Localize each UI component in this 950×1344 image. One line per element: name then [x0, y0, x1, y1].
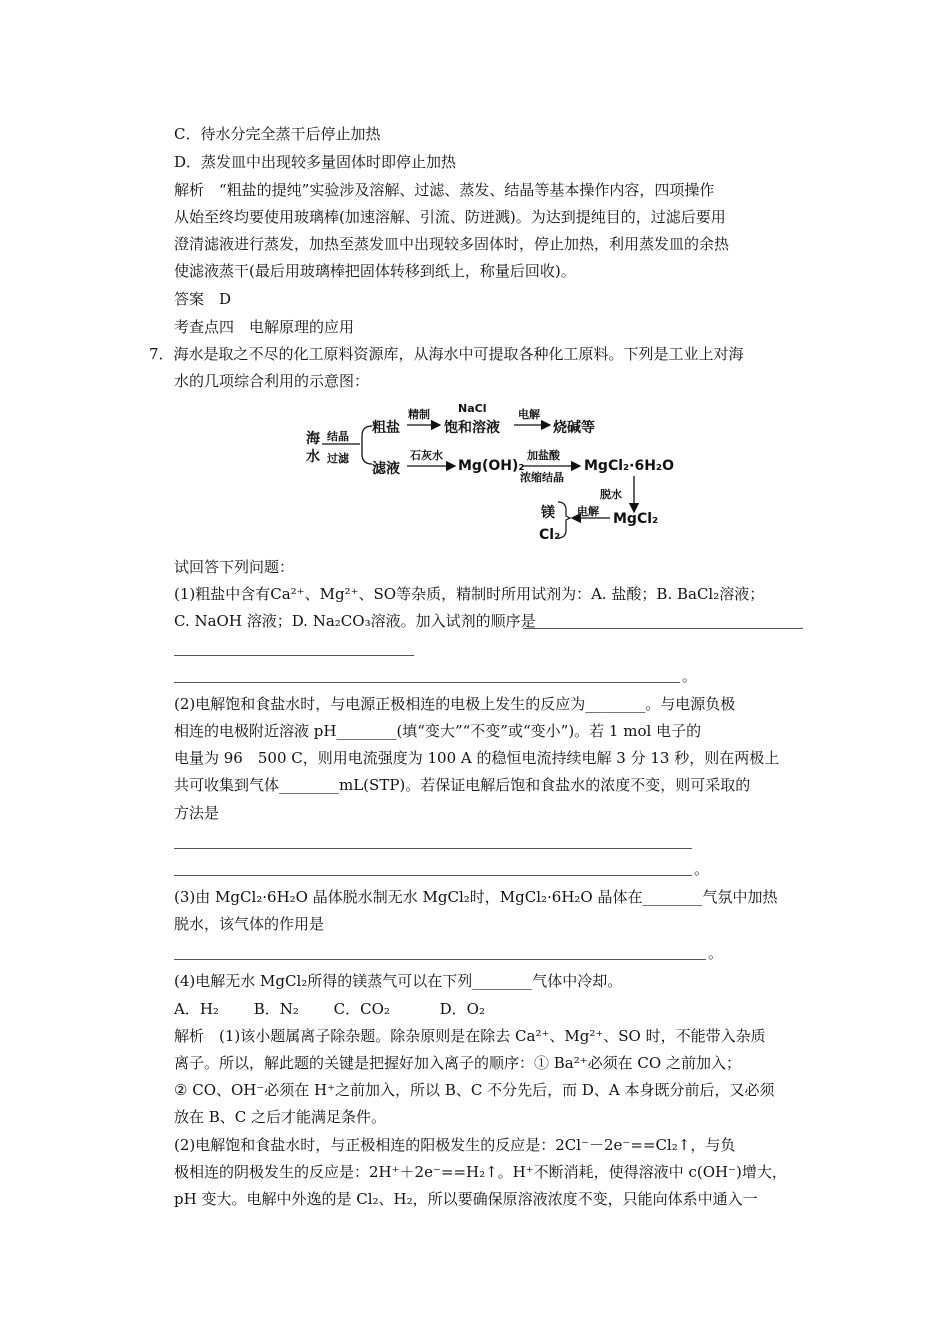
- question-part-2: 相连的电极附近溶液 pH________(填“变大”“不变”或“变小”)。若 1 mol 电子的: [174, 722, 702, 740]
- prompt-line: 试回答下列问题：: [174, 558, 295, 576]
- label-lime-water: 石灰水: [410, 449, 443, 462]
- label-saturated-solution: 饱和溶液: [444, 420, 500, 436]
- blank-end: 。: [708, 944, 724, 962]
- label-refine: 精制: [408, 408, 430, 421]
- brace: [362, 426, 372, 464]
- answer-blank[interactable]: [174, 655, 414, 656]
- analysis-line: 离子。所以，解此题的关键是把握好加入离子的顺序：① Ba²⁺必须在 CO 之前加入；: [174, 1054, 741, 1072]
- question-part-2: (2)电解饱和食盐水时，与电源正极相连的电极上发生的反应为________。与电源负极: [174, 695, 736, 713]
- label-crude-salt: 粗盐: [372, 420, 400, 436]
- question-part-3: 脱水，该气体的作用是: [174, 915, 325, 933]
- analysis-line: 使滤液蒸干(最后用玻璃棒把固体转移到纸上，称量后回收)。: [174, 262, 576, 280]
- label-filter: 过滤: [327, 452, 349, 465]
- blank-end: 。: [682, 667, 698, 685]
- question-part-1: C. NaOH 溶液；D. Na₂CO₃溶液。加入试剂的顺序是: [174, 612, 536, 630]
- label-magnesium: 镁: [541, 505, 555, 521]
- analysis-line: (2)电解饱和食盐水时，与正极相连的阳极发生的反应是：2Cl⁻－2e⁻==Cl₂↑，与负: [174, 1136, 736, 1154]
- analysis-line: 极相连的阴极发生的反应是：2H⁺＋2e⁻==H₂↑。H⁺不断消耗，使得溶液中 c(OH⁻)增大，: [174, 1163, 787, 1181]
- question-part-1: (1)粗盐中含有Ca²⁺、Mg²⁺、SO等杂质，精制时所用试剂为：A. 盐酸；B. BaCl₂溶液；: [174, 585, 765, 603]
- question-part-4-options: A．H₂ B．N₂ C．CO₂ D．O₂: [174, 1000, 485, 1018]
- answer-blank[interactable]: [523, 628, 803, 629]
- label-seawater: 海: [306, 431, 320, 447]
- question-part-2: 电量为 96 500 C，则用电流强度为 100 A 的稳恒电流持续电解 3 分 13 秒，则在两极上: [174, 749, 780, 767]
- question-part-2: 方法是: [174, 804, 220, 822]
- section-heading: 考查点四 电解原理的应用: [174, 318, 355, 336]
- label-seawater: 水: [306, 449, 320, 465]
- question-part-4: (4)电解无水 MgCl₂所得的镁蒸气可以在下列________气体中冷却。: [174, 972, 623, 990]
- answer-blank[interactable]: [174, 875, 692, 876]
- label-electrolysis: 电解: [518, 408, 540, 421]
- label-mgcl2: MgCl₂: [613, 511, 659, 527]
- label-dehydrate: 脱水: [600, 488, 622, 501]
- label-mgcl2-hexahydrate: MgCl₂·6H₂O: [584, 458, 674, 474]
- analysis-line: 从始至终均要使用玻璃棒(加速溶解、引流、防迸溅)。为达到提纯目的，过滤后要用: [174, 208, 726, 226]
- label-caustic-soda: 烧碱等: [553, 420, 595, 436]
- label-mgoh2: Mg(OH)₂: [458, 458, 525, 474]
- question-7-stem: 7．海水是取之不尽的化工原料资源库，从海水中可提取各种化工原料。下列是工业上对海: [149, 345, 744, 363]
- label-cl2: Cl₂: [539, 527, 561, 543]
- question-part-2: 共可收集到气体________mL(STP)。若保证电解后饱和食盐水的浓度不变，则可采取的: [174, 776, 751, 794]
- analysis-line: 放在 B、C 之后才能满足条件。: [174, 1108, 387, 1126]
- blank-end: 。: [694, 860, 710, 878]
- analysis-line: ② CO、OH⁻必须在 H⁺之前加入，所以 B、C 不分先后，而 D、A 本身既分前后，又必须: [174, 1081, 775, 1099]
- option-d: D．蒸发皿中出现较多量固体时即停止加热: [174, 153, 457, 171]
- label-nacl: NaCl: [458, 402, 487, 415]
- analysis-line: 解析 (1)该小题属离子除杂题。除杂原则是在除去 Ca²⁺、Mg²⁺、SO 时，不能带入杂质: [174, 1027, 766, 1045]
- label-add-hcl: 加盐酸: [527, 449, 560, 462]
- analysis-line: 澄清滤液进行蒸发，加热至蒸发皿中出现较多固体时，停止加热，利用蒸发皿的余热: [174, 235, 730, 253]
- answer-blank[interactable]: [174, 959, 706, 960]
- analysis-line: pH 变大。电解中外逸的是 Cl₂、H₂，所以要确保原溶液浓度不变，只能向体系中通入一: [174, 1190, 758, 1208]
- label-filtrate: 滤液: [372, 461, 400, 477]
- label-electrolysis: 电解: [577, 505, 599, 518]
- answer-line: 答案 D: [174, 290, 232, 308]
- question-part-3: (3)由 MgCl₂·6H₂O 晶体脱水制无水 MgCl₂时，MgCl₂·6H₂O 晶体在________气氛中加热: [174, 888, 778, 906]
- answer-blank[interactable]: [174, 848, 692, 849]
- label-crystallize: 结晶: [327, 430, 349, 443]
- label-concentrate-crystallize: 浓缩结晶: [520, 471, 564, 484]
- option-c: C．待水分完全蒸干后停止加热: [174, 125, 381, 143]
- question-7-stem: 水的几项综合利用的示意图：: [174, 372, 370, 390]
- answer-blank[interactable]: [174, 682, 680, 683]
- analysis-line: 解析 “粗盐的提纯”实验涉及溶解、过滤、蒸发、结晶等基本操作内容，四项操作: [174, 181, 715, 199]
